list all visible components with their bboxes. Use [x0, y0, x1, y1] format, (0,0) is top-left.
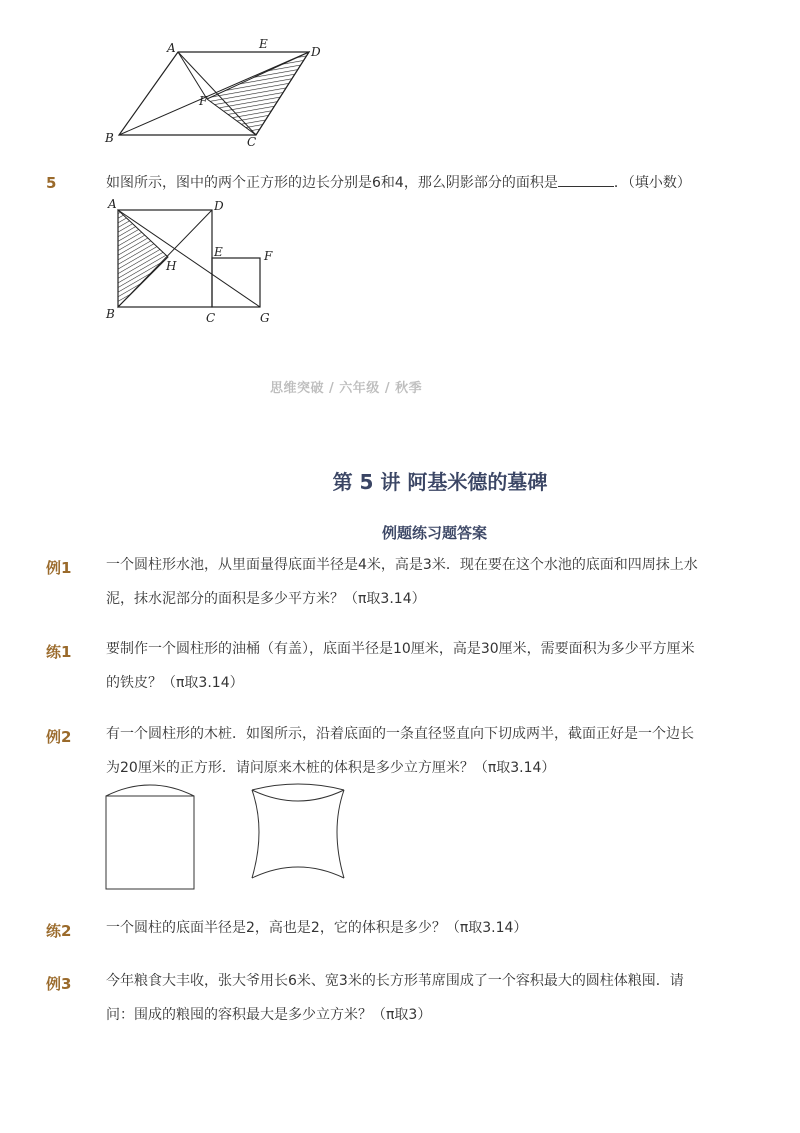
question-5-text-after: ．（填小数） [613, 175, 691, 191]
half-cylinder-front-figure [100, 780, 204, 894]
question-number-5: 5 [46, 174, 57, 192]
label-G: G [260, 311, 270, 325]
label-B: B [105, 131, 114, 145]
page-footer: 思维突破 / 六年级 / 秋季 [270, 381, 423, 396]
problem-text: 今年粮食大丰收，张大爷用长6米、宽3米的长方形苇席围成了一个容积最大的圆柱体粮囤．请 问：围成的粮囤的容积最大是多少立方米？（π取3） [106, 973, 684, 1023]
label-D: D [214, 199, 224, 213]
label-F: F [199, 94, 208, 108]
problem-text: 一个圆柱的底面半径是2，高也是2，它的体积是多少？（π取3.14） [106, 920, 528, 936]
label-E: E [214, 245, 223, 259]
problem-label: 例2 [46, 728, 72, 746]
problem-text: 要制作一个圆柱形的油桶（有盖），底面半径是10厘米，高是30厘米，需要面积为多少平方厘米 的铁皮？（π取3.14） [106, 641, 695, 691]
shaded-triangle-abh [118, 210, 168, 307]
problem-label: 例3 [46, 975, 72, 993]
label-A: A [108, 197, 117, 211]
question-5-text [106, 166, 722, 200]
problem-text: 一个圆柱形水池，从里面量得底面半径是4米，高是3米．现在要在这个水池的底面和四周抹上水 泥，抹水泥部分的面积是多少平方米？（π取3.14） [106, 557, 698, 607]
label-A: A [167, 41, 176, 55]
label-E: E [259, 37, 268, 51]
label-B: B [106, 307, 115, 321]
label-C: C [206, 311, 216, 325]
question-5-text-before: 如图所示，图中的两个正方形的边长分别是6和4，那么阴影部分的面积是 [106, 175, 558, 191]
lecture-title: 第 5 讲 阿基米德的墓碑 [332, 470, 548, 494]
section-subtitle: 例题练习题答案 [382, 524, 488, 542]
parallelogram-figure [95, 36, 335, 156]
label-H: H [166, 259, 177, 273]
label-C: C [247, 135, 257, 149]
problem-label: 例1 [46, 559, 72, 577]
label-F: F [264, 249, 273, 263]
answer-blank[interactable] [558, 172, 614, 187]
two-squares-figure [100, 196, 280, 326]
label-D: D [311, 45, 321, 59]
problem-label: 练2 [46, 922, 72, 940]
problem-text: 有一个圆柱形的木桩．如图所示，沿着底面的一条直径竖直向下切成两半，截面正好是一个边长 为20厘米的正方形．请问原来木桩的体积是多少立方厘米？（π取3.14） [106, 726, 694, 776]
half-cylinder-side-figure [244, 780, 354, 898]
problem-label: 练1 [46, 643, 72, 661]
shaded-triangle [207, 52, 309, 135]
